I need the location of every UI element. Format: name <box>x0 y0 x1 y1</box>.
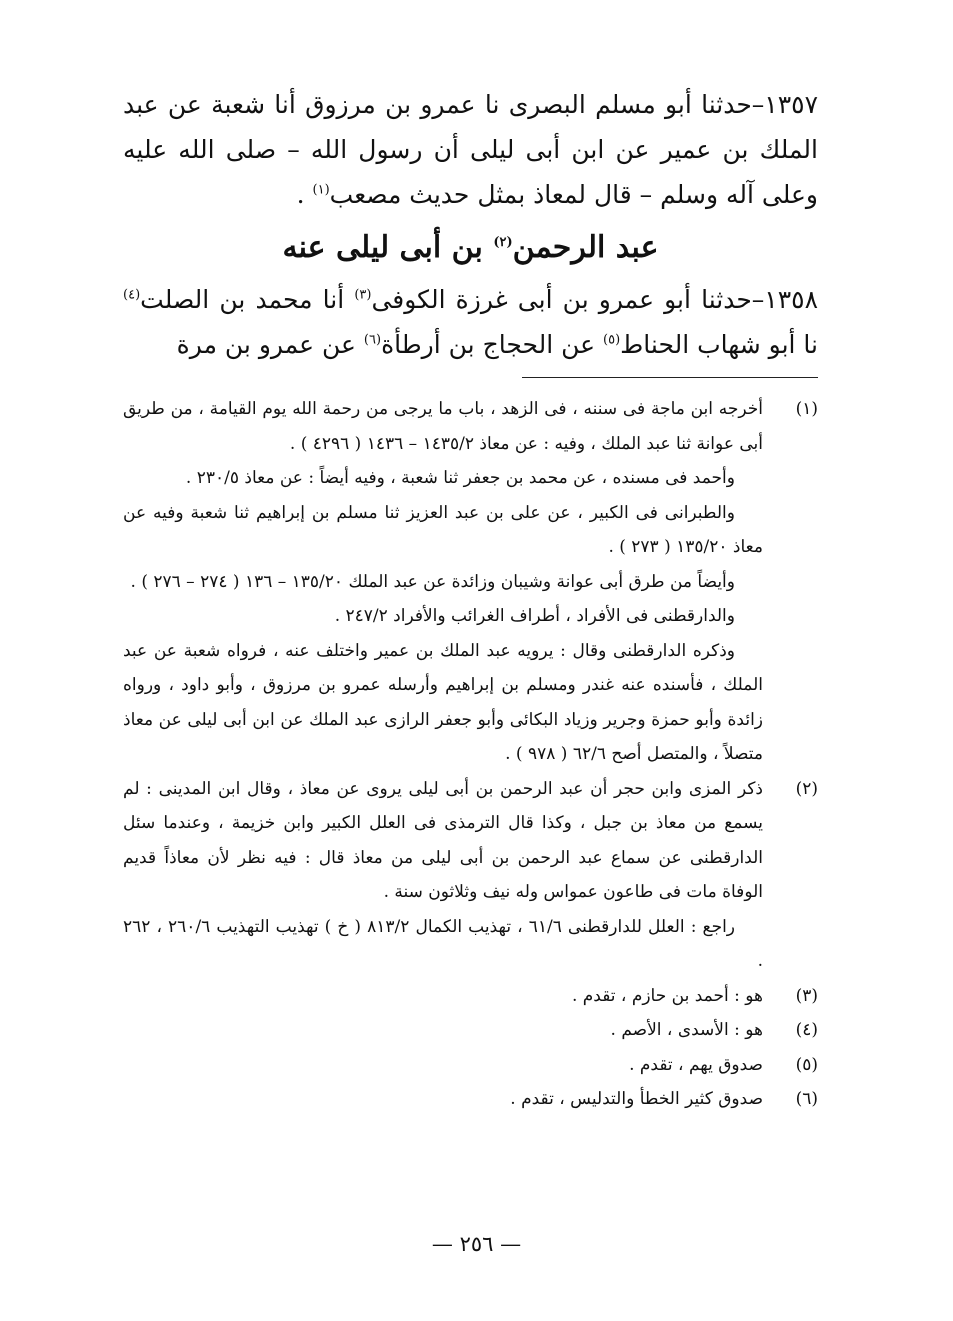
footnote-body: صدوق كثير الخطأ والتدليس ، تقدم . <box>510 1089 763 1109</box>
footnote-6 <box>123 1082 818 1117</box>
hadith-number: ١٣٥٨– <box>751 285 818 314</box>
heading-text: عبد الرحمن <box>512 230 659 265</box>
footnote-paragraph: وأحمد فى مسنده ، عن محمد بن جعفر ثنا شعبة ، وفيه أيضاً : عن معاذ ٢٣٠/٥ . <box>185 468 735 488</box>
hadith-number: ١٣٥٧– <box>751 90 818 119</box>
heading-text: بن أبى ليلى عنه <box>282 230 494 265</box>
hadith-text: عن الحجاج بن أرطأة <box>381 330 604 359</box>
footnote-number: (٦) <box>795 1089 818 1109</box>
hadith-end: . <box>296 180 313 209</box>
footnotes <box>123 392 818 1117</box>
footnote-4 <box>123 1013 818 1048</box>
hadith-text: عن عمرو بن مرة <box>176 330 364 359</box>
footnote-number: (٣) <box>795 985 818 1006</box>
footnote-number: (٥) <box>795 1054 818 1075</box>
footnote-body <box>123 772 763 979</box>
footnote-paragraph: والطبرانى فى الكبير ، عن على بن عبد العزيز ثنا مسلم بن إبراهيم ثنا شعبة وفيه عن معاذ ١٣٥/٢٠ ( ٢٧٣ ) . <box>123 502 763 557</box>
footnote-ref: (٥) <box>603 332 621 348</box>
footnote-number: (١) <box>795 399 818 419</box>
footnote-body: هو : أحمد بن حازم ، تقدم . <box>571 985 763 1006</box>
hadith-text: نا أبو شهاب الحناط <box>620 330 818 359</box>
footnote-paragraph: والدارقطنى فى الأفراد ، أطراف الغرائب والأفراد ٢٤٧/٢ . <box>334 606 735 626</box>
hadith-text: أنا محمد بن الصلت <box>140 285 355 314</box>
hadith-1358 <box>123 277 818 367</box>
footnote-paragraph: وأيضاً من طرق أبى عوانة وشيبان وزائدة عن عبد الملك ١٣٥/٢٠ – ١٣٦ ( ٢٧٤ – ٢٧٦ ) . <box>130 571 735 592</box>
footnote-paragraph: ذكر المزى وابن حجر أن عبد الرحمن بن أبى ليلى يروى عن معاذ ، وقال ابن المدينى : لم يسمع من معاذ بن جبل ، وكذا قال الترمذى فى العلل الكبير وابن خزيمة ، وعندما سئل الدارقطنى عن سماع عبد الرحمن بن أبى ليلى من معاذ قال : فيه نظر لأن معاذاً قديم الوفاة مات فى طاعون عمواس وله نيف وثلاثون سنة . <box>123 778 763 902</box>
footnote-ref: (٢) <box>493 235 513 250</box>
footnote-body <box>123 392 763 772</box>
footnote-3 <box>123 979 818 1014</box>
footnote-paragraph: راجع : العلل للدارقطنى ٦١/٦ ، تهذيب الكمال ٨١٣/٢ ( خ ) تهذيب التهذيب ٢٦٠/٦ ، ٢٦٢ . <box>123 916 763 971</box>
footnote-5 <box>123 1048 818 1083</box>
hadith-text: حدثنا أبو مسلم البصرى نا عمرو بن مرزوق أنا شعبة عن عبد الملك بن عمير عن ابن أبى ليلى أن رسول الله – صلى الله عليه وعلى آله وسلم – قال لمعاذ بمثل حديث مصعب <box>123 90 818 209</box>
main-text <box>123 82 818 367</box>
footnote-paragraph: أخرجه ابن ماجة فى سننه ، فى الزهد ، باب ما يرجى من رحمة الله يوم القيامة ، من طريق أبى عوانة ثنا عبد الملك ، وفيه : عن معاذ ١٤٣٥/٢ – ١٤٣٦ ( ٤٢٩٦ ) . <box>123 399 763 454</box>
hadith-text: حدثنا أبو عمرو بن أبى غرزة الكوفى <box>371 285 752 314</box>
footnote-ref: (٦) <box>363 332 382 348</box>
footnote-body: هو : الأسدى ، الأصم . <box>610 1020 763 1040</box>
footnote-1 <box>123 392 818 772</box>
footnote-number: (٤) <box>795 1020 818 1040</box>
hadith-1357 <box>123 82 818 217</box>
footnote-body: صدوق يهم ، تقدم . <box>629 1054 763 1075</box>
section-heading <box>123 219 818 277</box>
page-number: — ٢٥٦ — <box>431 1232 522 1256</box>
footnote-paragraph: وذكره الدارقطنى وقال : يرويه عبد الملك بن عمير واختلف عنه ، فرواه شعبة عن عبد الملك ، فأسنده عنه غندر ومسلم بن إبراهيم وأرسله عمرو بن مرزوق ، وأبو داود ، ورواه زائدة وأبو حمزة وجرير وزياد البكائى وأبو جعفر الرازى عبد الملك عن ابن أبى ليلى عن معاذ متصلاً ، والمتصل أصح ٦٢/٦ ( ٩٧٨ ) . <box>123 640 763 764</box>
footnote-2 <box>123 772 818 979</box>
footnote-ref: (٤) <box>123 287 141 303</box>
footnote-separator <box>522 377 818 378</box>
footnote-ref: (١) <box>312 182 330 198</box>
footnote-number: (٢) <box>795 778 818 799</box>
footnote-ref: (٣) <box>354 287 372 303</box>
